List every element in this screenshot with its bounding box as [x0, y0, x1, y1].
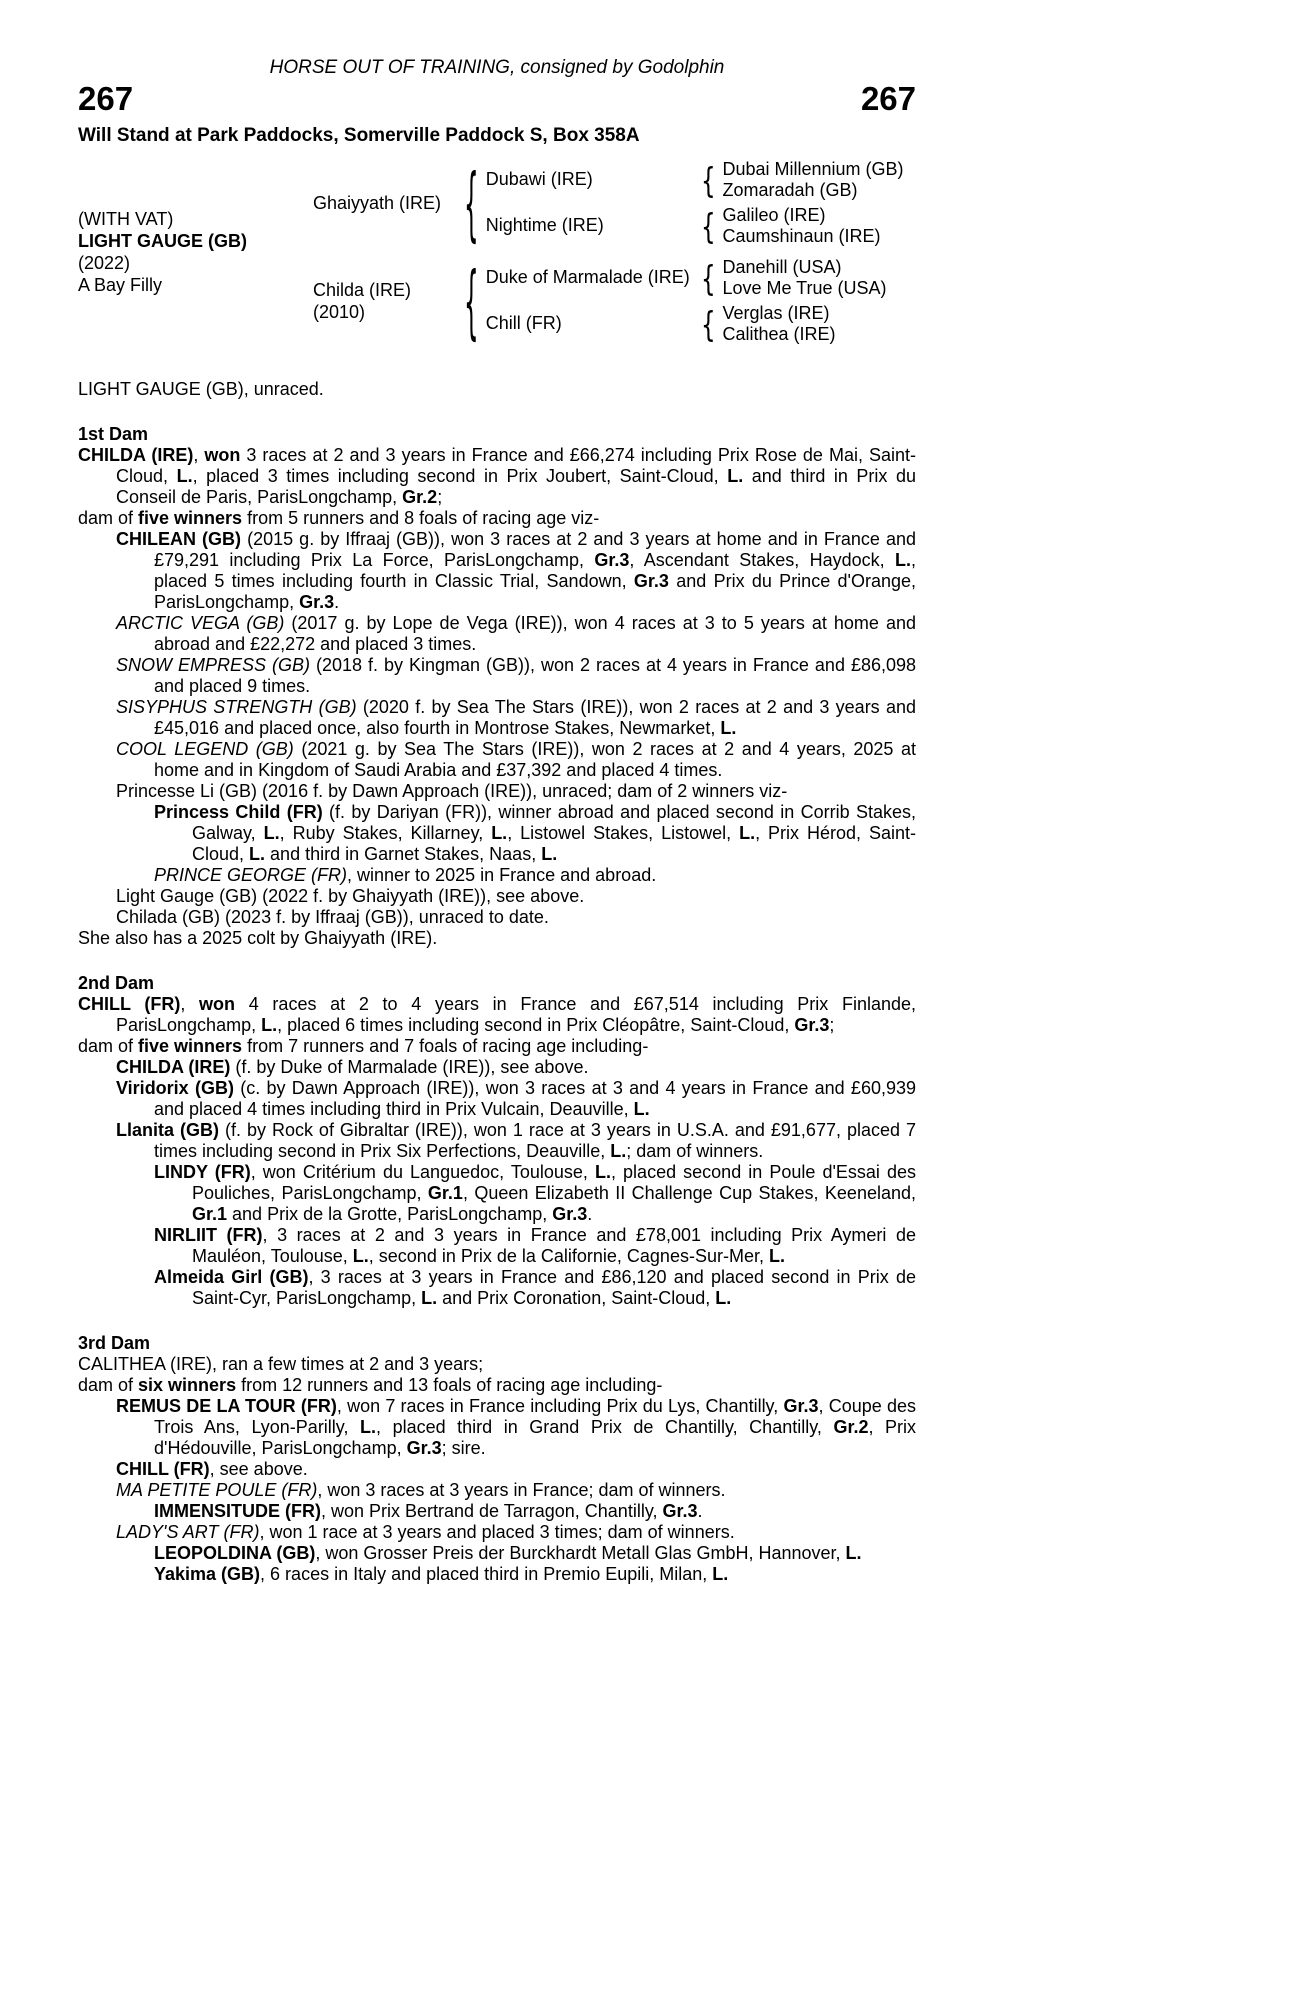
catalogue-paragraph: [78, 1375, 916, 1396]
italic-text: ARCTIC VEGA (GB): [116, 612, 285, 633]
lot-details-block: [78, 208, 313, 296]
catalogue-paragraph: [78, 1543, 916, 1564]
bold-text: Gr.1: [192, 1203, 228, 1224]
text: , won 3 races at 3 years in France; dam of winners.: [317, 1479, 726, 1500]
text: , Prix d'Hédouville, ParisLongchamp,: [154, 1416, 917, 1458]
italic-text: SNOW EMPRESS (GB): [116, 654, 310, 675]
text: from 7 runners and 7 foals of racing age including-: [242, 1035, 649, 1056]
catalogue-paragraph: [78, 802, 916, 865]
bold-text: L.: [727, 465, 744, 486]
paternal-grandsire-row: [486, 159, 916, 201]
great-granddam-name: Zomaradah (GB): [722, 179, 858, 200]
text: dam of: [78, 1035, 139, 1056]
bold-text: L.: [720, 717, 737, 738]
bold-text: L.: [594, 1161, 611, 1182]
maternal-grandsire-row: [486, 257, 916, 299]
italic-text: MA PETITE POULE (FR): [116, 1479, 318, 1500]
catalogue-paragraph: [78, 655, 916, 697]
text: (2020 f. by Sea The Stars (IRE)), won 2 races at 2 and 3 years and £45,016 and placed once, also fourth in Montrose Stakes, Newmarket,: [154, 696, 916, 738]
text: , see above.: [209, 1458, 308, 1479]
catalogue-paragraph: [78, 865, 916, 886]
section-heading: 3rd Dam: [78, 1332, 151, 1353]
text: , Coupe des Trois Ans, Lyon-Parilly,: [154, 1395, 916, 1437]
bold-text: CHILDA (IRE): [116, 1056, 231, 1077]
catalogue-paragraph: [78, 886, 916, 907]
bold-text: Gr.2: [402, 486, 438, 507]
great-grandsire-name: Danehill (USA): [722, 256, 842, 277]
bold-text: IMMENSITUDE (FR): [154, 1500, 321, 1521]
catalogue-paragraph: [78, 697, 916, 739]
maternal-granddam-row: [486, 303, 916, 345]
dam-year: (2010): [313, 301, 366, 322]
pedigree-table: [78, 154, 916, 349]
bold-text: CHILEAN (GB): [116, 528, 242, 549]
great-grandsire-name: Verglas (IRE): [722, 302, 830, 323]
text: Light Gauge (GB) (2022 f. by Ghaiyyath (IRE)), see above.: [116, 885, 585, 906]
catalogue-paragraph: [78, 445, 916, 508]
text: .: [334, 591, 340, 612]
race-record-line: LIGHT GAUGE (GB), unraced.: [78, 378, 324, 399]
bold-text: L.: [712, 1563, 729, 1584]
catalogue-paragraph: [78, 1162, 916, 1225]
dam-branch: [313, 252, 916, 349]
bold-text: L.: [360, 1416, 377, 1437]
text: , second in Prix de la Californie, Cagnes-Sur-Mer,: [368, 1245, 769, 1266]
text: Chilada (GB) (2023 f. by Iffraaj (GB)), unraced to date.: [116, 906, 549, 927]
bold-text: L.: [895, 549, 911, 570]
great-grandparents: [722, 257, 916, 299]
text: dam of: [78, 1374, 139, 1395]
maternal-grandsire-name: Duke of Marmalade (IRE): [485, 267, 690, 288]
lot-number-row: [78, 82, 916, 117]
text: , Queen Elizabeth II Challenge Cup Stakes, Keeneland,: [462, 1182, 916, 1203]
bold-text: L.: [263, 822, 280, 843]
bold-text: Gr.3: [299, 591, 335, 612]
catalogue-page: [78, 56, 916, 1585]
bold-text: Yakima (GB): [154, 1563, 261, 1584]
section-paragraphs: [78, 1354, 916, 1585]
lot-number-left: 267: [78, 80, 134, 117]
text: ; sire.: [441, 1437, 486, 1458]
text: , 6 races in Italy and placed third in Premio Eupili, Milan,: [260, 1563, 713, 1584]
colour-sex-description: A Bay Filly: [78, 274, 163, 295]
great-granddam-name: Caumshinaun (IRE): [722, 225, 881, 246]
catalogue-paragraph: [78, 994, 916, 1036]
text: 4 races at 2 to 4 years in France and £67,514 including Prix Finlande, ParisLongchamp,: [116, 993, 916, 1035]
bold-text: L.: [176, 465, 193, 486]
text: and third in Garnet Stakes, Naas,: [265, 843, 542, 864]
text: ; dam of winners.: [626, 1140, 764, 1161]
bold-text: Gr.3: [633, 570, 669, 591]
bold-text: CHILL (FR): [78, 993, 181, 1014]
text: , winner to 2025 in France and abroad.: [347, 864, 657, 885]
bold-text: Gr.3: [794, 1014, 830, 1035]
text: ,: [193, 444, 205, 465]
bold-text: L.: [491, 822, 508, 843]
dam-parents: [486, 257, 916, 345]
lot-number-right: 267: [860, 80, 916, 117]
bold-text: Princess Child (FR): [154, 801, 323, 822]
great-grandparents: [722, 303, 916, 345]
text: , placed third in Grand Prix de Chantilly, Chantilly,: [376, 1416, 834, 1437]
text: and Prix Coronation, Saint-Cloud,: [437, 1287, 716, 1308]
text: dam of: [78, 507, 139, 528]
paternal-granddam-row: [486, 205, 916, 247]
bold-text: Viridorix (GB): [116, 1077, 234, 1098]
text: ;: [829, 1014, 835, 1035]
catalogue-paragraph: [78, 529, 916, 613]
bold-text: L.: [739, 822, 756, 843]
brace-icon: {: [464, 252, 479, 349]
sire-branch: [313, 154, 916, 251]
great-grandsire-name: Dubai Millennium (GB): [722, 158, 904, 179]
bold-text: LEOPOLDINA (GB): [154, 1542, 316, 1563]
text: , won 1 race at 3 years and placed 3 times; dam of winners.: [259, 1521, 735, 1542]
text: ;: [437, 486, 443, 507]
bold-text: Gr.3: [594, 549, 630, 570]
text: , won Grosser Preis der Burckhardt Metall Glas GmbH, Hannover,: [315, 1542, 846, 1563]
bold-text: L.: [715, 1287, 732, 1308]
section-1st-dam: [78, 424, 916, 949]
catalogue-paragraph: [78, 1522, 916, 1543]
catalogue-paragraph: [78, 928, 916, 949]
text: , 3 races at 2 and 3 years in France and £78,001 including Prix Aymeri de Mauléon, Toulouse,: [192, 1224, 916, 1266]
dam-name: Childa (IRE): [313, 279, 412, 300]
text: (f. by Duke of Marmalade (IRE)), see above.: [230, 1056, 589, 1077]
consignor-line: HORSE OUT OF TRAINING, consigned by Godolphin: [269, 57, 725, 78]
catalogue-paragraph: [78, 1078, 916, 1120]
text: (f. by Rock of Gibraltar (IRE)), won 1 race at 3 years in U.S.A. and £91,677, placed 7 times including second in Prix Six Perfections, Deauville,: [154, 1119, 916, 1161]
catalogue-paragraph: [78, 1480, 916, 1501]
brace-icon: {: [700, 302, 716, 345]
text: She also has a 2025 colt by Ghaiyyath (IRE).: [78, 927, 438, 948]
italic-text: PRINCE GEORGE (FR): [154, 864, 348, 885]
bold-text: Gr.3: [552, 1203, 588, 1224]
catalogue-paragraph: [78, 1267, 916, 1309]
text: and Prix du Prince d'Orange, ParisLongchamp,: [154, 570, 916, 612]
bold-text: NIRLIIT (FR): [154, 1224, 263, 1245]
section-3rd-dam: [78, 1333, 916, 1585]
sire-name: Ghaiyyath (IRE): [313, 192, 442, 213]
brace-icon: {: [464, 154, 479, 251]
text: , placed second in Poule d'Essai des Pouliches, ParisLongchamp,: [192, 1161, 916, 1203]
catalogue-paragraph: [78, 1120, 916, 1162]
vat-note: (WITH VAT): [78, 208, 174, 229]
catalogue-paragraph: [78, 1036, 916, 1057]
dam-name-block: [313, 279, 465, 323]
italic-text: LADY'S ART (FR): [116, 1521, 260, 1542]
bold-text: Gr.2: [833, 1416, 869, 1437]
bold-text: Almeida Girl (GB): [154, 1266, 309, 1287]
text: from 12 runners and 13 foals of racing age including-: [236, 1374, 663, 1395]
section-heading: 2nd Dam: [78, 972, 155, 993]
text: , placed 5 times including fourth in Classic Trial, Sandown,: [154, 549, 917, 591]
brace-icon: {: [700, 158, 716, 201]
text: , 3 races at 3 years in France and £86,120 and placed second in Prix de Saint-Cyr, ParisLongchamp,: [192, 1266, 916, 1308]
text: , Ruby Stakes, Killarney,: [279, 822, 492, 843]
catalogue-paragraph: [78, 739, 916, 781]
text: , won Critérium du Languedoc, Toulouse,: [250, 1161, 595, 1182]
catalogue-paragraph: [78, 1354, 916, 1375]
great-grandparents: [722, 205, 916, 247]
bold-text: LINDY (FR): [154, 1161, 251, 1182]
bold-text: Gr.1: [427, 1182, 463, 1203]
italic-text: COOL LEGEND (GB): [116, 738, 294, 759]
bold-text: L.: [541, 843, 558, 864]
text: and third in Prix du Conseil de Paris, ParisLongchamp,: [116, 465, 916, 507]
text: (2021 g. by Sea The Stars (IRE)), won 2 races at 2 and 4 years, 2025 at home and in Kingdom of Saudi Arabia and £37,392 and placed 4 times.: [154, 738, 916, 780]
pedigree-tree: [313, 154, 916, 349]
bold-text: CHILL (FR): [116, 1458, 210, 1479]
catalogue-paragraph: [78, 907, 916, 928]
bold-text: L.: [845, 1542, 862, 1563]
catalogue-paragraph: [78, 1501, 916, 1522]
text: CALITHEA (IRE), ran a few times at 2 and 3 years;: [78, 1353, 484, 1374]
bold-text: L.: [421, 1287, 438, 1308]
catalogue-paragraph: [78, 613, 916, 655]
bold-text: L.: [633, 1098, 650, 1119]
catalogue-paragraph: [78, 508, 916, 529]
birth-year: (2022): [78, 252, 131, 273]
text: , placed 3 times including second in Prix Joubert, Saint-Cloud,: [192, 465, 728, 486]
text: , Ascendant Stakes, Haydock,: [629, 549, 895, 570]
great-grandparents: [722, 159, 916, 201]
bold-text: L.: [261, 1014, 278, 1035]
text: , placed 6 times including second in Prix Cléopâtre, Saint-Cloud,: [277, 1014, 795, 1035]
bold-text: L.: [352, 1245, 369, 1266]
text: ,: [180, 993, 200, 1014]
text: (f. by Dariyan (FR)), winner abroad and placed second in Corrib Stakes, Galway,: [192, 801, 916, 843]
text: , won Prix Bertrand de Tarragon, Chantilly,: [320, 1500, 663, 1521]
text: (2015 g. by Iffraaj (GB)), won 3 races at 2 and 3 years at home and in France and £79,291 including Prix La Force, ParisLongchamp,: [154, 528, 916, 570]
text: 3 races at 2 and 3 years in France and £66,274 including Prix Rose de Mai, Saint-Cloud,: [116, 444, 916, 486]
horse-name: LIGHT GAUGE (GB): [78, 230, 247, 251]
bold-text: REMUS DE LA TOUR (FR): [116, 1395, 337, 1416]
bold-text: Gr.3: [406, 1437, 442, 1458]
catalogue-paragraph: [78, 1057, 916, 1078]
great-granddam-name: Love Me True (USA): [722, 277, 887, 298]
italic-text: SISYPHUS STRENGTH (GB): [116, 696, 357, 717]
bold-text: CHILDA (IRE): [78, 444, 194, 465]
text: from 5 runners and 8 foals of racing age viz-: [242, 507, 600, 528]
brace-icon: {: [700, 204, 716, 247]
text: .: [697, 1500, 703, 1521]
bold-text: L.: [610, 1140, 627, 1161]
bold-text: won: [204, 444, 241, 465]
bold-text: five winners: [138, 1035, 243, 1056]
stand-location-line: Will Stand at Park Paddocks, Somerville Paddock S, Box 358A: [78, 124, 640, 146]
section-paragraphs: [78, 445, 916, 949]
paternal-grandsire-name: Dubawi (IRE): [485, 169, 593, 190]
catalogue-paragraph: [78, 1225, 916, 1267]
great-granddam-name: Calithea (IRE): [722, 323, 836, 344]
text: Princesse Li (GB) (2016 f. by Dawn Approach (IRE)), unraced; dam of 2 winners viz-: [116, 780, 788, 801]
text: (c. by Dawn Approach (IRE)), won 3 races at 3 and 4 years in France and £60,939 and placed 4 times including third in Prix Vulcain, Deauville,: [154, 1077, 916, 1119]
text: , Listowel Stakes, Listowel,: [507, 822, 740, 843]
catalogue-paragraph: [78, 1396, 916, 1459]
section-heading: 1st Dam: [78, 423, 149, 444]
bold-text: L.: [768, 1245, 785, 1266]
brace-icon: {: [700, 256, 716, 299]
bold-text: won: [199, 993, 236, 1014]
bold-text: Llanita (GB): [116, 1119, 219, 1140]
text: .: [587, 1203, 593, 1224]
maternal-granddam-name: Chill (FR): [485, 313, 562, 334]
bold-text: L.: [249, 843, 266, 864]
text: (2018 f. by Kingman (GB)), won 2 races at 4 years in France and £86,098 and placed 9 times.: [154, 654, 917, 696]
catalogue-paragraph: [78, 781, 916, 802]
section-paragraphs: [78, 994, 916, 1309]
bold-text: Gr.3: [783, 1395, 819, 1416]
catalogue-paragraph: [78, 1459, 916, 1480]
sire-parents: [486, 159, 916, 247]
catalogue-paragraph: [78, 1564, 916, 1585]
text: , Prix Hérod, Saint-Cloud,: [192, 822, 916, 864]
great-grandsire-name: Galileo (IRE): [722, 204, 826, 225]
paternal-granddam-name: Nightime (IRE): [485, 215, 604, 236]
bold-text: six winners: [138, 1374, 237, 1395]
section-2nd-dam: [78, 973, 916, 1309]
text: and Prix de la Grotte, ParisLongchamp,: [227, 1203, 553, 1224]
text: , won 7 races in France including Prix du Lys, Chantilly,: [336, 1395, 784, 1416]
bold-text: five winners: [138, 507, 243, 528]
bold-text: Gr.3: [662, 1500, 698, 1521]
text: (2017 g. by Lope de Vega (IRE)), won 4 races at 3 to 5 years at home and abroad and £22,272 and placed 3 times.: [154, 612, 916, 654]
